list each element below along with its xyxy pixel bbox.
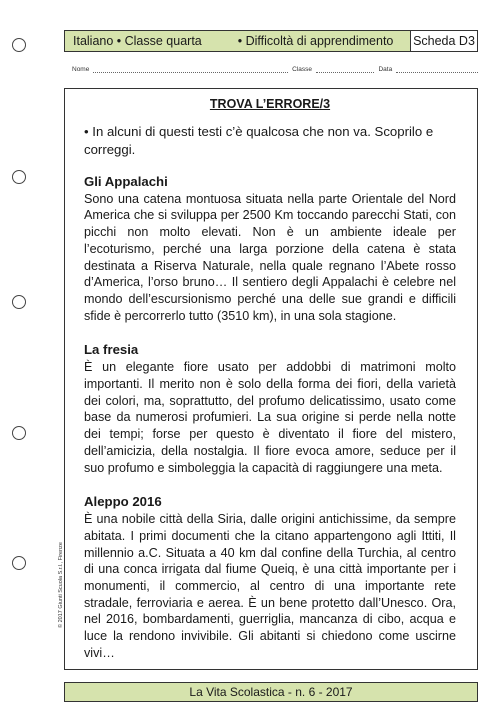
student-fields (72, 66, 478, 73)
class-label: Classe (292, 66, 313, 73)
class-field[interactable] (316, 66, 374, 73)
worksheet-content (84, 96, 456, 679)
section-appalachi (84, 173, 456, 325)
worksheet-title: TROVA L’ERRORE/3 (209, 97, 331, 111)
footer-bar (64, 682, 478, 702)
footer-text: La Vita Scolastica - n. 6 - 2017 (189, 685, 353, 699)
date-label: Data (378, 66, 393, 73)
section-fresia (84, 341, 456, 476)
binder-hole-5 (12, 556, 26, 570)
header-topic: • Difficoltà di apprendimento (237, 34, 394, 48)
section-heading: Gli Appalachi (84, 173, 168, 189)
binder-hole-4 (12, 426, 26, 440)
header-subject: Italiano • Classe quarta (73, 34, 202, 48)
date-field[interactable] (396, 66, 478, 73)
binder-hole-1 (12, 38, 26, 52)
section-text: Sono una catena montuosa situata nella parte Orientale del Nord America che si sviluppa per 2500 Km toccando parecchi Stati, con picchi non molto elevati. Non è un ambiente ideale per l’ecoturismo, perché una larga porzione della catena è stata destinata a Riserva Naturale, nella quale regnano l’Abete rosso d’America, l’orso bruno… Il sentiero degli Appalachi è celebre nel mondo dell’escursionismo perché una delle sue grandi e difficili sfide è percorrerlo tutto (3510 km), in una sola stagione. (84, 191, 456, 323)
copyright-notice: © 2017 Giunti Scuola S.r.l., Firenze (58, 542, 64, 628)
section-heading: La fresia (84, 342, 139, 358)
section-heading: Aleppo 2016 (84, 494, 162, 510)
binder-hole-2 (12, 170, 26, 184)
section-text: È un elegante fiore usato per addobbi di matrimoni molto importanti. Il merito non è solo della forma dei fiori, della varietà dei colori, ma, soprattutto, del profumo delicatissimo, usato come base da numerosi profumieri. La sua origine si perde nella notte dei tempi; forse per questo è diventato il fiore del mistero, dell’amicizia, della nostalgia. Il fiore evoca amore, seduce per il suo profumo e simboleggia la capacità di raggiungere una meta. (84, 360, 456, 475)
section-text: È una nobile città della Siria, dalle origini antichissime, da sempre abitata. I primi documenti che la citano appartengono agli Ittiti, Il millennio a.C. Situata a 40 km dal confine della Turchia, al centro di una conca irrigata dal fiume Queiq, è una città importante per i monumenti, il commercio, al centro di una importante rete stradale, ferroviaria e aerea. È un bene protetto dall’Unesco. Ora, nel 2016, bombardamenti, guerriglia, mancanza di cibo, acqua e luce la rendono invivibile. Gli abitanti si chiedono come uscirne vivi… (84, 512, 456, 660)
binder-hole-3 (12, 295, 26, 309)
sheet-label: Scheda D3 (410, 31, 477, 51)
section-aleppo (84, 493, 456, 661)
header-bar (64, 30, 478, 52)
name-label: Nome (72, 66, 90, 73)
instruction-text: • In alcuni di questi testi c’è qualcosa che non va. Scoprilo e correggi. (84, 123, 434, 157)
name-field[interactable] (93, 66, 288, 73)
